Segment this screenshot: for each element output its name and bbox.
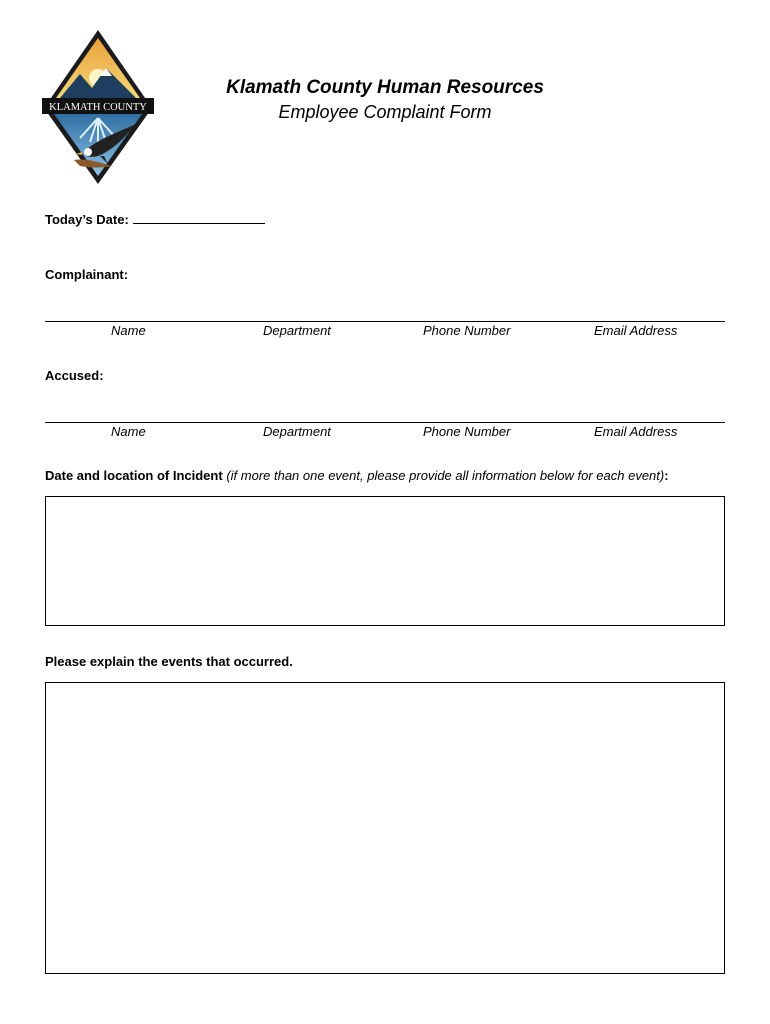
form-title: Klamath County Human Resources: [226, 77, 544, 98]
complainant-col-email: Email Address: [594, 323, 678, 338]
form-subtitle: Employee Complaint Form: [278, 102, 492, 122]
accused-line[interactable]: [45, 422, 725, 423]
accused-col-phone: Phone Number: [423, 424, 511, 439]
complainant-columns: [45, 323, 725, 339]
incident-label-row: [45, 468, 669, 483]
complainant-label: Complainant:: [45, 267, 129, 282]
incident-textarea[interactable]: [46, 497, 724, 625]
events-label: Please explain the events that occurred.: [45, 654, 293, 669]
incident-suffix: :: [664, 468, 669, 483]
complainant-col-department: Department: [263, 323, 331, 338]
accused-columns: [45, 424, 725, 440]
events-box: [45, 682, 725, 974]
incident-box: [45, 496, 725, 626]
incident-label: Date and location of Incident: [45, 468, 223, 483]
accused-col-department: Department: [263, 424, 331, 439]
accused-label: Accused:: [45, 368, 104, 383]
events-textarea[interactable]: [46, 683, 724, 973]
complainant-col-name: Name: [111, 323, 146, 338]
incident-note: (if more than one event, please provide all information below for each event): [226, 468, 665, 483]
form-header: [190, 76, 580, 124]
klamath-county-logo: [40, 28, 156, 186]
todays-date-row: [45, 211, 265, 227]
complainant-line[interactable]: [45, 321, 725, 322]
todays-date-field[interactable]: [133, 211, 265, 224]
complainant-col-phone: Phone Number: [423, 323, 511, 338]
todays-date-label: Today’s Date:: [45, 212, 129, 227]
accused-col-name: Name: [111, 424, 146, 439]
accused-col-email: Email Address: [594, 424, 678, 439]
logo-text: KLAMATH COUNTY: [49, 102, 147, 113]
